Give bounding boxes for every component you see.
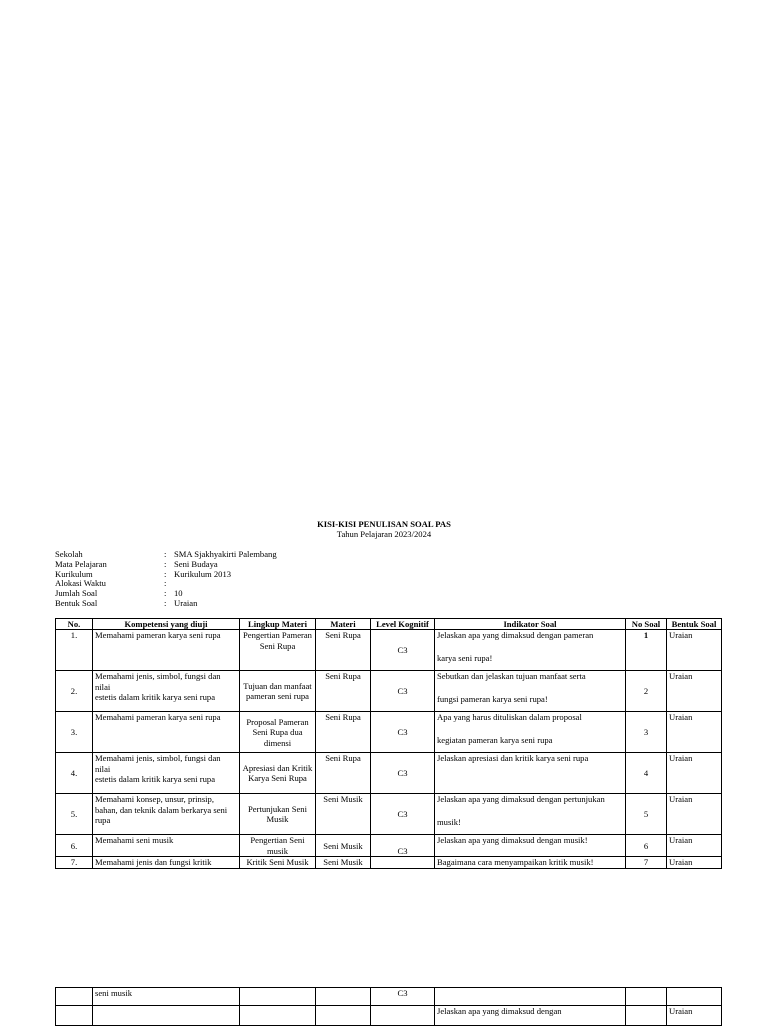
kompetensi-line: Memahami seni musik xyxy=(95,835,174,846)
indikator-line: Sebutkan dan jelaskan tujuan manfaat serta xyxy=(437,671,586,682)
cell-materi xyxy=(316,988,371,1006)
meta-row xyxy=(55,588,277,598)
kisi-kisi-table-continued xyxy=(55,987,722,1026)
cell-materi: Seni Rupa xyxy=(316,630,371,671)
cell-indikator xyxy=(435,988,626,1006)
cell-indikator xyxy=(435,630,626,671)
line-gap xyxy=(437,805,623,817)
cell-materi: Seni Rupa xyxy=(316,753,371,794)
cell-no: 2. xyxy=(56,671,93,712)
cell-no-soal xyxy=(626,1006,667,1026)
table-row xyxy=(56,630,722,671)
meta-row xyxy=(55,549,277,559)
meta-row xyxy=(55,569,277,579)
header-bentuk-soal: Bentuk Soal xyxy=(667,619,722,630)
kompetensi-line: Memahami jenis, simbol, fungsi dan nilai xyxy=(95,753,221,774)
cell-no: 5. xyxy=(56,794,93,835)
indikator-line: musik! xyxy=(437,816,461,827)
meta-label: Mata Pelajaran xyxy=(55,558,107,569)
meta-colon: : xyxy=(164,597,167,608)
document-subtitle: Tahun Pelajaran 2023/2024 xyxy=(336,529,432,540)
kompetensi-line: estetis dalam kritik karya seni rupa xyxy=(95,774,216,785)
cell-bentuk-soal: Uraian xyxy=(667,671,722,712)
table-header-row xyxy=(56,619,722,630)
cell-indikator: Jelaskan apa yang dimaksud dengan xyxy=(435,1006,626,1026)
kompetensi-line: Memahami jenis, simbol, fungsi dan nilai xyxy=(95,671,221,692)
meta-colon: : xyxy=(164,578,167,589)
header-level-kognitif: Level Kognitif xyxy=(371,619,435,630)
indikator-line: Jelaskan apa yang dimaksud dengan pameran xyxy=(437,630,594,641)
cell-no: 1. xyxy=(56,630,93,671)
meta-value: Seni Budaya xyxy=(174,558,218,569)
cell-no: 7. xyxy=(56,857,93,868)
line-gap xyxy=(437,641,623,653)
meta-label: Alokasi Waktu xyxy=(55,578,106,589)
meta-value: SMA Sjakhyakirti Palembang xyxy=(174,549,277,559)
cell-materi xyxy=(316,1006,371,1026)
cell-lingkup-materi: Apresiasi dan Kritik Karya Seni Rupa xyxy=(240,753,316,794)
meta-label: Bentuk Soal xyxy=(55,597,98,608)
cell-bentuk-soal: Uraian xyxy=(667,835,722,857)
cell-level-kognitif: C3 xyxy=(371,712,435,753)
header-no: No. xyxy=(56,619,93,630)
cell-bentuk-soal: Uraian xyxy=(667,753,722,794)
cell-indikator xyxy=(435,794,626,835)
meta-colon: : xyxy=(164,568,167,579)
kisi-kisi-table xyxy=(55,618,722,869)
cell-no xyxy=(56,988,93,1006)
cell-no xyxy=(56,1006,93,1026)
meta-label: Jumlah Soal xyxy=(55,588,98,599)
table-row xyxy=(56,671,722,712)
header-materi: Materi xyxy=(316,619,371,630)
cell-kompetensi xyxy=(93,671,240,712)
document-title-block xyxy=(0,519,768,540)
table-row xyxy=(56,712,722,753)
cell-kompetensi xyxy=(93,630,240,671)
cell-kompetensi xyxy=(93,1006,240,1026)
cell-lingkup-materi: Kritik Seni Musik xyxy=(240,857,316,868)
cell-no-soal: 4 xyxy=(626,753,667,794)
cell-bentuk-soal: Uraian xyxy=(667,857,722,868)
meta-label: Kurikulum xyxy=(55,568,93,579)
cell-bentuk-soal: Uraian xyxy=(667,794,722,835)
meta-colon: : xyxy=(164,558,167,569)
cell-indikator xyxy=(435,835,626,857)
cell-no: 6. xyxy=(56,835,93,857)
meta-value: Kurikulum 2013 xyxy=(174,568,232,579)
kompetensi-line: Memahami pameran karya seni rupa xyxy=(95,630,221,641)
cell-indikator xyxy=(435,671,626,712)
cell-materi: Seni Rupa xyxy=(316,712,371,753)
cell-no-soal: 1 xyxy=(626,630,667,671)
header-lingkup-materi: Lingkup Materi xyxy=(240,619,316,630)
cell-lingkup-materi xyxy=(240,988,316,1006)
cell-bentuk-soal: Uraian xyxy=(667,712,722,753)
cell-no: 4. xyxy=(56,753,93,794)
meta-label: Sekolah xyxy=(55,549,83,559)
cell-indikator xyxy=(435,857,626,868)
header-indikator-soal: Indikator Soal xyxy=(435,619,626,630)
cell-no-soal xyxy=(626,988,667,1006)
cell-materi: Seni Musik xyxy=(316,794,371,835)
cell-no-soal: 5 xyxy=(626,794,667,835)
meta-colon: : xyxy=(164,549,167,559)
meta-colon: : xyxy=(164,588,167,599)
cell-level-kognitif xyxy=(371,1006,435,1026)
cell-indikator xyxy=(435,753,626,794)
cell-level-kognitif: C3 xyxy=(371,753,435,794)
table-row xyxy=(56,988,722,1006)
cell-bentuk-soal xyxy=(667,988,722,1006)
indikator-line: Bagaimana cara menyampaikan kritik musik! xyxy=(437,857,594,868)
cell-no: 3. xyxy=(56,712,93,753)
cell-lingkup-materi: Tujuan dan manfaat pameran seni rupa xyxy=(240,671,316,712)
cell-kompetensi xyxy=(93,794,240,835)
cell-kompetensi xyxy=(93,835,240,857)
meta-row xyxy=(55,578,277,588)
cell-level-kognitif: C3 xyxy=(371,630,435,671)
meta-value: 10 xyxy=(174,588,183,599)
indikator-line: Jelaskan apa yang dimaksud dengan musik! xyxy=(437,835,588,846)
meta-value: Uraian xyxy=(174,597,198,608)
cell-level-kognitif: C3 xyxy=(371,988,435,1006)
indikator-line: karya seni rupa! xyxy=(437,652,493,663)
cell-lingkup-materi xyxy=(240,1006,316,1026)
line-gap xyxy=(437,723,623,735)
cell-indikator xyxy=(435,712,626,753)
cell-bentuk-soal: Uraian xyxy=(667,630,722,671)
cell-kompetensi: seni musik xyxy=(93,988,240,1006)
indikator-line: fungsi pameran karya seni rupa! xyxy=(437,693,548,704)
kompetensi-line: Memahami jenis dan fungsi kritik xyxy=(95,857,212,868)
meta-row xyxy=(55,598,277,608)
cell-lingkup-materi: Pengertian Seni musik xyxy=(240,835,316,857)
table-row xyxy=(56,794,722,835)
cell-no-soal: 3 xyxy=(626,712,667,753)
cell-kompetensi xyxy=(93,712,240,753)
cell-level-kognitif: C3 xyxy=(371,794,435,835)
kompetensi-line: Memahami konsep, unsur, prinsip, bahan, dan teknik dalam berkarya seni rupa xyxy=(95,794,228,826)
cell-no-soal: 6 xyxy=(626,835,667,857)
meta-row xyxy=(55,559,277,569)
cell-kompetensi xyxy=(93,857,240,868)
cell-kompetensi xyxy=(93,753,240,794)
line-gap xyxy=(437,682,623,694)
cell-no-soal: 7 xyxy=(626,857,667,868)
cell-lingkup-materi: Pengertian Pameran Seni Rupa xyxy=(240,630,316,671)
cell-no-soal: 2 xyxy=(626,671,667,712)
kompetensi-line: estetis dalam kritik karya seni rupa xyxy=(95,692,216,703)
table-row xyxy=(56,1006,722,1026)
cell-lingkup-materi: Pertunjukan Seni Musik xyxy=(240,794,316,835)
indikator-line: Jelaskan apresiasi dan kritik karya seni rupa xyxy=(437,753,589,764)
table-row xyxy=(56,753,722,794)
kompetensi-line: Memahami pameran karya seni rupa xyxy=(95,712,221,723)
cell-materi: Seni Musik xyxy=(316,857,371,868)
header-kompetensi: Kompetensi yang diuji xyxy=(93,619,240,630)
indikator-line: Apa yang harus dituliskan dalam proposal xyxy=(437,712,582,723)
cell-materi: Seni Rupa xyxy=(316,671,371,712)
cell-bentuk-soal: Uraian xyxy=(667,1006,722,1026)
cell-level-kognitif: C3 xyxy=(371,671,435,712)
table-row xyxy=(56,835,722,857)
table-row xyxy=(56,857,722,868)
cell-level-kognitif: C3 xyxy=(371,835,435,857)
cell-materi: Seni Musik xyxy=(316,835,371,857)
cell-lingkup-materi: Proposal Pameran Seni Rupa dua dimensi xyxy=(240,712,316,753)
header-no-soal: No Soal xyxy=(626,619,667,630)
indikator-line: kegiatan pameran karya seni rupa xyxy=(437,734,553,745)
cell-level-kognitif xyxy=(371,857,435,868)
document-title: KISI-KISI PENULISAN SOAL PAS xyxy=(317,519,451,529)
indikator-line: Jelaskan apa yang dimaksud dengan pertunjukan xyxy=(437,794,605,805)
document-metadata xyxy=(55,549,277,608)
